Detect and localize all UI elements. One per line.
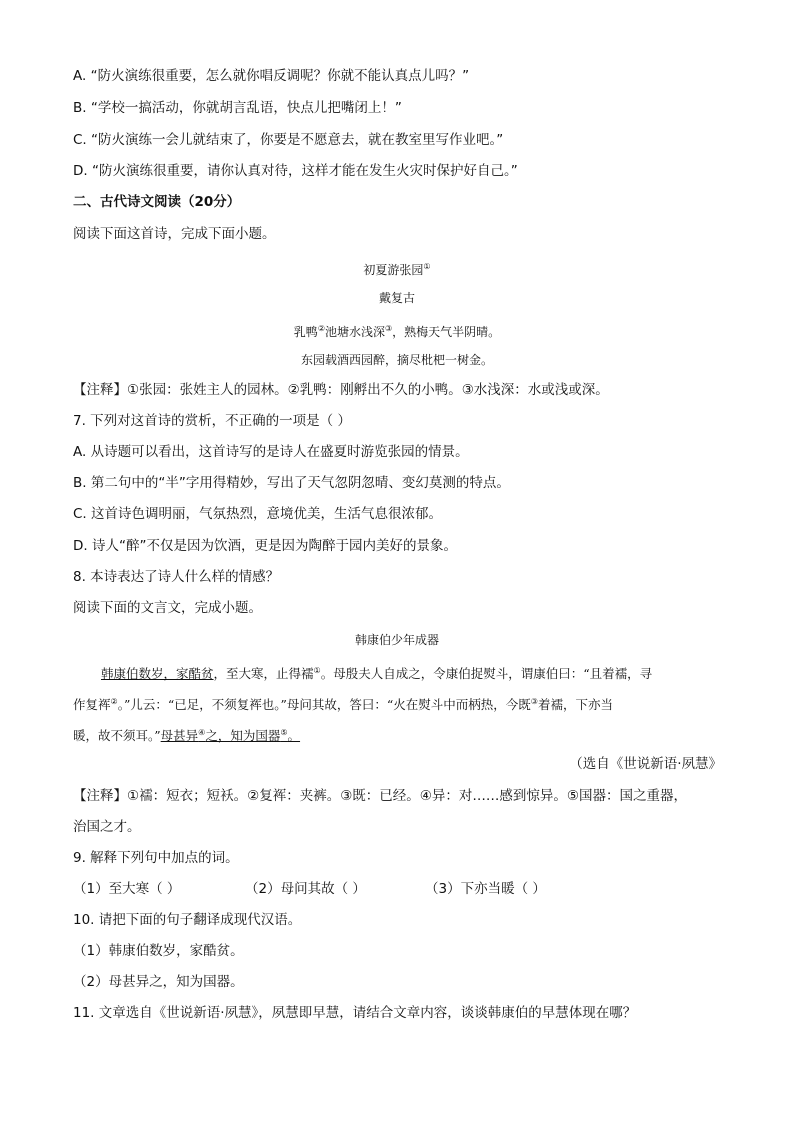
q8-stem: 8. 本诗表达了诗人什么样的情感？	[73, 569, 280, 585]
option-c: C. “防火演练一会儿就结束了，你要是不愿意去，就在教室里写作业吧。”	[73, 132, 504, 148]
poem-line-2: 东园载酒西园醉，摘尽枇杷一树金。	[300, 353, 493, 367]
prose-line-2: 作复裈②。”儿云：“已足，不须复裈也。”母问其故，答曰：“火在熨斗中而柄热，今既③着襦，下亦当	[73, 697, 613, 713]
poem-notes: 【注释】①张园：张姓主人的园林。②乳鸭：刚孵出不久的小鸭。③水浅深：水或浅或深。	[73, 382, 609, 398]
q7-option-c: C. 这首诗色调明丽，气氛热烈，意境优美，生活气息很浓郁。	[73, 506, 443, 522]
section-intro: 阅读下面这首诗，完成下面小题。	[73, 226, 276, 242]
poem-line-1: 乳鸭②池塘水浅深③，熟梅天气半阴晴。	[293, 324, 501, 339]
q11-stem: 11. 文章选自《世说新语·夙慧》，夙慧即早慧，请结合文章内容，谈谈韩康伯的早慧体现在哪？	[73, 1005, 637, 1021]
poem-author: 戴复古	[378, 291, 415, 305]
option-d: D. “防火演练很重要，请你认真对待，这样才能在发生火灾时保护好自己。”	[73, 163, 518, 179]
section-title: 二、古代诗文阅读（20分）	[73, 194, 241, 210]
q10-stem: 10. 请把下面的句子翻译成现代汉语。	[73, 912, 302, 928]
option-a: A. “防火演练很重要，怎么就你唱反调呢？你就不能认真点儿吗？”	[73, 68, 470, 84]
prose-intro: 阅读下面的文言文，完成小题。	[73, 600, 262, 616]
q7-stem: 7. 下列对这首诗的赏析，不正确的一项是（ ）	[73, 413, 351, 429]
prose-source: （选自《世说新语·夙慧》	[569, 756, 722, 772]
q7-option-b: B. 第二句中的“半”字用得精妙，写出了天气忽阴忽晴、变幻莫测的特点。	[73, 475, 510, 491]
prose-line-3: 暖，故不须耳。”母甚异④之，知为国器⑤。	[73, 728, 301, 744]
prose-line-1: 韩康伯数岁，家酷贫，至大寒，止得襦①。母殷夫人自成之，令康伯捉熨斗，谓康伯曰：“且着襦，寻	[101, 666, 653, 682]
q10-item-2: （2）母甚异之，知为国器。	[73, 974, 244, 990]
q10-item-1: （1）韩康伯数岁，家酷贫。	[73, 943, 244, 959]
q9-stem: 9. 解释下列句中加点的词。	[73, 850, 239, 866]
option-b: B. “学校一搞活动，你就胡言乱语，快点儿把嘴闭上！”	[73, 100, 402, 116]
prose-notes-2: 治国之才。	[73, 819, 141, 835]
q9-item-2: （2）母问其故（ ）	[245, 881, 366, 897]
poem-title: 初夏游张园①	[363, 262, 431, 277]
q7-option-d: D. 诗人“醉”不仅是因为饮酒，更是因为陶醉于园内美好的景象。	[73, 538, 457, 554]
q9-item-3: （3）下亦当暖（ ）	[425, 881, 546, 897]
q9-item-1: （1）至大寒（ ）	[73, 881, 181, 897]
prose-title: 韩康伯少年成器	[354, 633, 439, 647]
prose-notes-1: 【注释】①襦：短衣；短袄。②复裈：夹裤。③既：已经。④异：对……感到惊异。⑤国器：国之重器，	[73, 788, 688, 804]
q7-option-a: A. 从诗题可以看出，这首诗写的是诗人在盛夏时游览张园的情景。	[73, 444, 469, 460]
